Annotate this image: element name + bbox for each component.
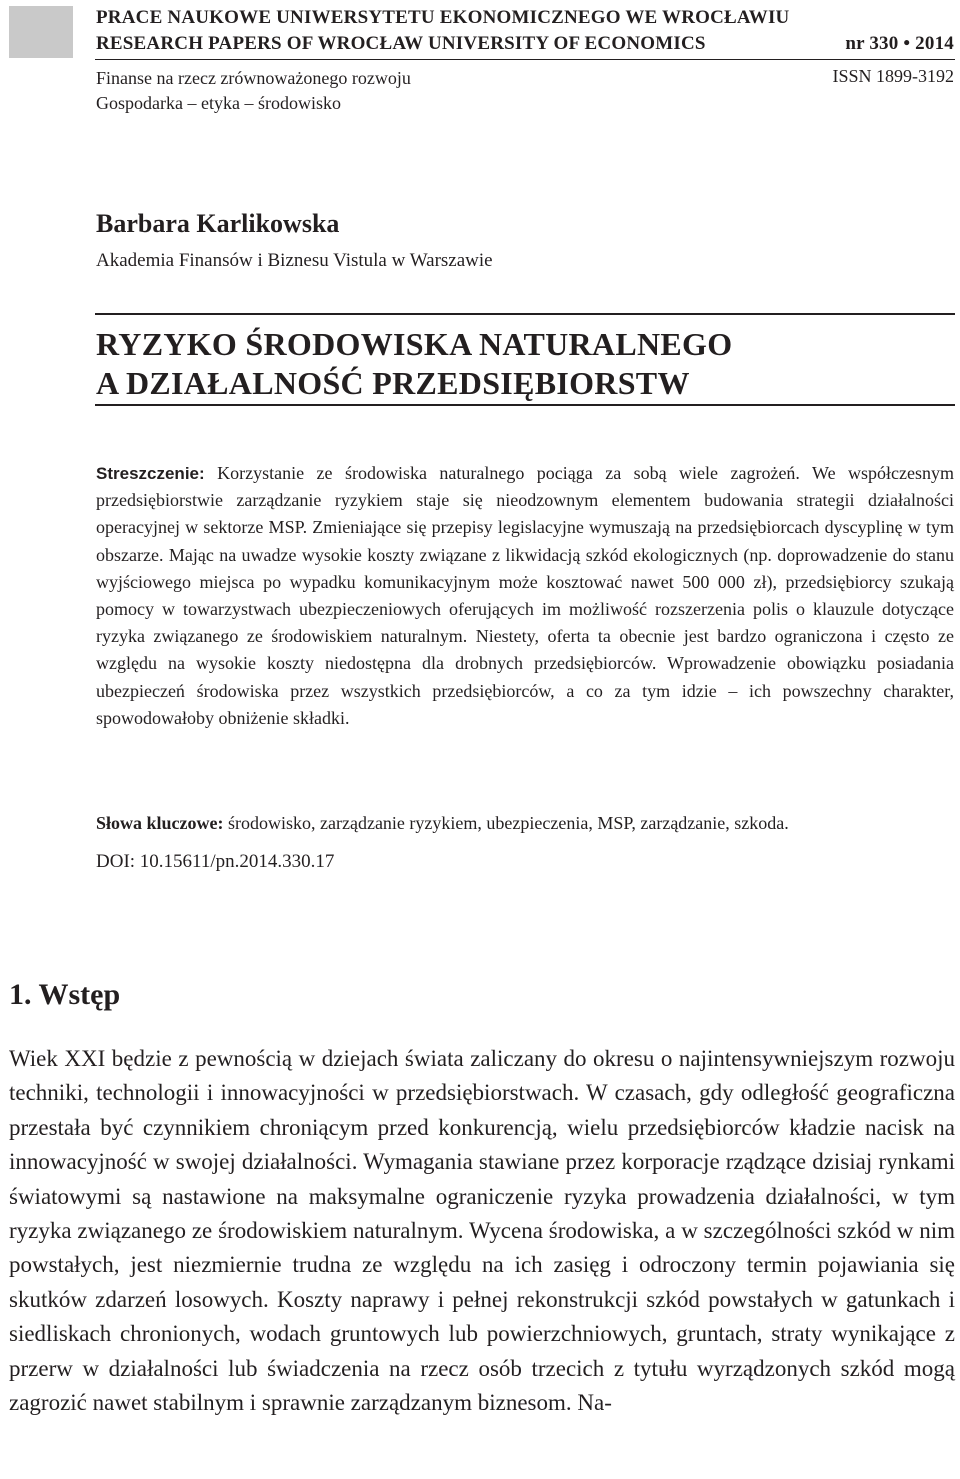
keywords-text: środowisko, zarządzanie ryzykiem, ubezpieczenia, MSP, zarządzanie, szkoda. [228, 813, 789, 833]
article-title-line2: A DZIAŁALNOŚĆ PRZEDSIĘBIORSTW [96, 365, 690, 401]
abstract-text: Korzystanie ze środowiska naturalnego pociąga za sobą wiele zagrożeń. We współczesnym przedsiębiorstwie zarządzanie ryzykiem staje się nieodzownym elementem budowania strategii działalności operacyjnej w sektorze MSP. Zmieniające się przepisy legislacyjne wymuszają na przedsiębiorcach dyscyplinę w tym obszarze. Mając na uwadze wysokie koszty związane z likwidacją szkód ekologicznych (np. doprowadzenie do stanu wyjściowego miejsca po wypadku komunikacyjnym może kosztować nawet 500 000 zł), przedsiębiorcy szukają pomocy w towarzystwach ubezpieczeniowych oferujących im możliwość rozszerzenia polis o klauzule dotyczące ryzyka związanego ze środowiskiem naturalnym. Niestety, oferta ta obecnie jest bardzo ograniczona i często ze względu na wysokie koszty niedostępna dla drobnych przedsiębiorców. Wprowadzenie obowiązku posiadania ubezpieczeń środowiska przez wszystkich przedsiębiorców, a co za tym idzie – ich powszechny charakter, spowodowałoby obniżenie składki. [96, 463, 955, 728]
keywords-label: Słowa kluczowe: [96, 813, 224, 833]
abstract-label: Streszczenie: [96, 464, 205, 483]
issn: ISSN 1899-3192 [832, 66, 954, 86]
body-paragraph: Wiek XXI będzie z pewnością w dziejach świata zaliczany do okresu o najintensywniejszym rozwoju techniki, technologii i innowacyjności w przedsiębiorstwach. W czasach, gdy odległość geograficzna przestała być czynnikiem chroniącym przed konkurencją, wielu przedsiębiorców kładzie nacisk na innowacyjność w swojej działalności. Wymagania stawiane przez korporacje rządzące dzisiaj rynkami światowymi są nastawione na maksymalne ograniczenie ryzyka prowadzenia działalności, w tym ryzyka związanego ze środowiskiem naturalnym. Wycena środowiska, a w szczególności szkód w nim powstałych, jest niezmiernie trudna ze względu na ich zasięg i odroczony termin pojawiania się skutków zdarzeń losowych. Koszty naprawy i pełnej rekonstrukcji szkód powstałych w gatunkach i siedliskach chronionych, wodach gruntowych lub powierzchniowych, gruntach, straty wynikające z przerw w działalności lub świadczenia na rzecz osób trzecich z tytułu wyrządzonych szkód mogą zagrozić nawet stabilnym i sprawnie zarządzanym biznesom. Na- [9, 1046, 955, 1416]
series-title: Finanse na rzecz zrównoważonego rozwoju [96, 68, 411, 88]
author-affiliation: Akademia Finansów i Biznesu Vistula w Warszawie [96, 250, 493, 271]
journal-title-polish: PRACE NAUKOWE UNIWERSYTETU EKONOMICZNEGO WE WROCŁAWIU [96, 7, 790, 28]
title-rule-bottom [95, 404, 955, 406]
series-subtitle: Gospodarka – etyka – środowisko [96, 93, 341, 113]
keywords [96, 813, 960, 834]
article-title-line1: RYZYKO ŚRODOWISKA NATURALNEGO [96, 326, 733, 362]
doi: DOI: 10.15611/pn.2014.330.17 [96, 851, 335, 872]
header-gray-block [9, 6, 73, 58]
header-rule [95, 59, 955, 60]
article-title [96, 325, 732, 403]
title-rule-top [95, 313, 955, 315]
section-heading: 1. Wstęp [9, 978, 121, 1011]
journal-title-english-row [96, 33, 954, 55]
journal-title-english: RESEARCH PAPERS OF WROCŁAW UNIVERSITY OF ECONOMICS [96, 33, 706, 54]
series-block [96, 66, 411, 116]
author-name: Barbara Karlikowska [96, 209, 340, 238]
abstract [96, 460, 954, 732]
issue-number: nr 330 • 2014 [845, 33, 954, 54]
